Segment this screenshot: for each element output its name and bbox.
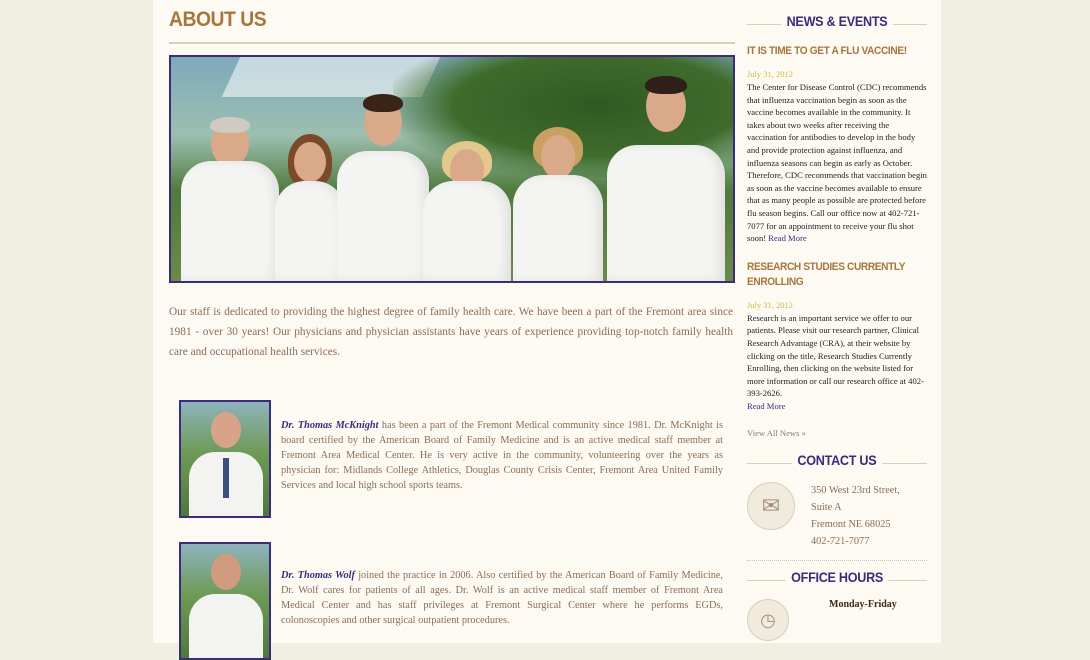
photo-person [423, 101, 511, 281]
hours-block [747, 591, 927, 631]
bio-text [281, 418, 723, 493]
sidebar [747, 0, 927, 631]
title-divider [169, 42, 735, 44]
address-line: Fremont NE 68025 [811, 519, 891, 531]
section-divider [747, 560, 927, 561]
address-line: Suite A [811, 502, 842, 514]
bio-text [281, 568, 723, 628]
contact-heading: CONTACT US [747, 452, 927, 474]
address [811, 482, 900, 550]
news-body: The Center for Disease Control (CDC) recommends that influenza vaccination begin as soon as the vaccine becomes available in the community. It takes about two weeks after receiving the vaccination for antibodies to develop in the body and provide protection against influenza, and influenza seasons can begin as early as October. Therefore, CDC recommends that vaccination begin as soon as the vaccine becomes available to ensure that as many people as possible are protected before flu season begins. Call our office now at 402-721-7077 for an appointment to receive your flu shot soon! Read More [747, 82, 927, 244]
clock-icon: ◷ [747, 599, 789, 641]
page-title: ABOUT US [169, 8, 267, 31]
bio-wolf [179, 542, 727, 652]
read-more-link[interactable]: Read More [747, 400, 786, 411]
contact-block [747, 478, 927, 548]
photo-person [275, 96, 345, 281]
map-icon: ✉ [747, 482, 795, 530]
view-all-news-link[interactable]: View All News » [747, 428, 806, 439]
bio-description: has been a part of the Fremont Medical community since 1981. Dr. McKnight is board certified by the American Board of Family Medicine and is an active medical staff member at Fremont Area Medical Center. He is very active in the community, volunteering over the years as physician for: Midlands College Athletics, Douglas County Crisis Center, Fremont Area United Family Services and local high school sports teams. [281, 420, 723, 491]
bio-name-link[interactable]: Dr. Thomas McKnight [281, 420, 379, 431]
staff-group-photo [169, 55, 735, 283]
news-title-link[interactable]: IT IS TIME TO GET A FLU VACCINE! [747, 45, 907, 57]
page-container [153, 0, 941, 643]
bio-mcknight [179, 400, 727, 520]
bio-description: joined the practice in 2006. Also certified by the American Board of Family Medicine, Dr. Wolf cares for patients of all ages. Dr. Wolf is an active medical staff member of Fremont Area Medical Center and has staff privileges at Fremont Surgical Center where he performs EGDs, colonoscopies and other surgical outpatient procedures. [281, 570, 724, 626]
news-date: July 31, 2012 [747, 299, 794, 310]
hours-heading: OFFICE HOURS [747, 569, 927, 591]
news-title-link[interactable]: RESEARCH STUDIES CURRENTLY ENROLLING [747, 260, 906, 288]
news-date: July 31, 2012 [747, 69, 794, 79]
bio-photo-wolf [179, 542, 271, 660]
news-item [747, 260, 927, 413]
photo-person [337, 76, 429, 281]
bio-photo-mcknight [179, 400, 271, 518]
intro-paragraph: Our staff is dedicated to providing the highest degree of family health care. We have been a part of the Fremont area since 1981 - over 30 years! Our physicians and physician assistants have years of experience providing top-notch family health care and occupational health services. [169, 306, 733, 358]
phone-number[interactable]: 402-721-7077 [811, 536, 870, 548]
hours-label: Monday-Friday [829, 599, 897, 611]
photo-person [513, 93, 603, 281]
news-item [747, 44, 927, 245]
photo-person [607, 66, 725, 281]
address-line: 350 West 23rd Street, [811, 485, 900, 497]
read-more-link[interactable]: Read More [768, 233, 807, 244]
bio-name-link[interactable]: Dr. Thomas Wolf [281, 570, 355, 581]
news-heading: NEWS & EVENTS [747, 13, 927, 35]
news-body: Research is an important service we offer to our patients. Please visit our research partner, Clinical Research Advantage (CRA), at their website by clicking on the title, Research Studies Currently Enrolling, then clicking on the website listed for more information or call our research office at 402-393-2626. Read More [747, 312, 924, 411]
photo-person [181, 91, 279, 281]
